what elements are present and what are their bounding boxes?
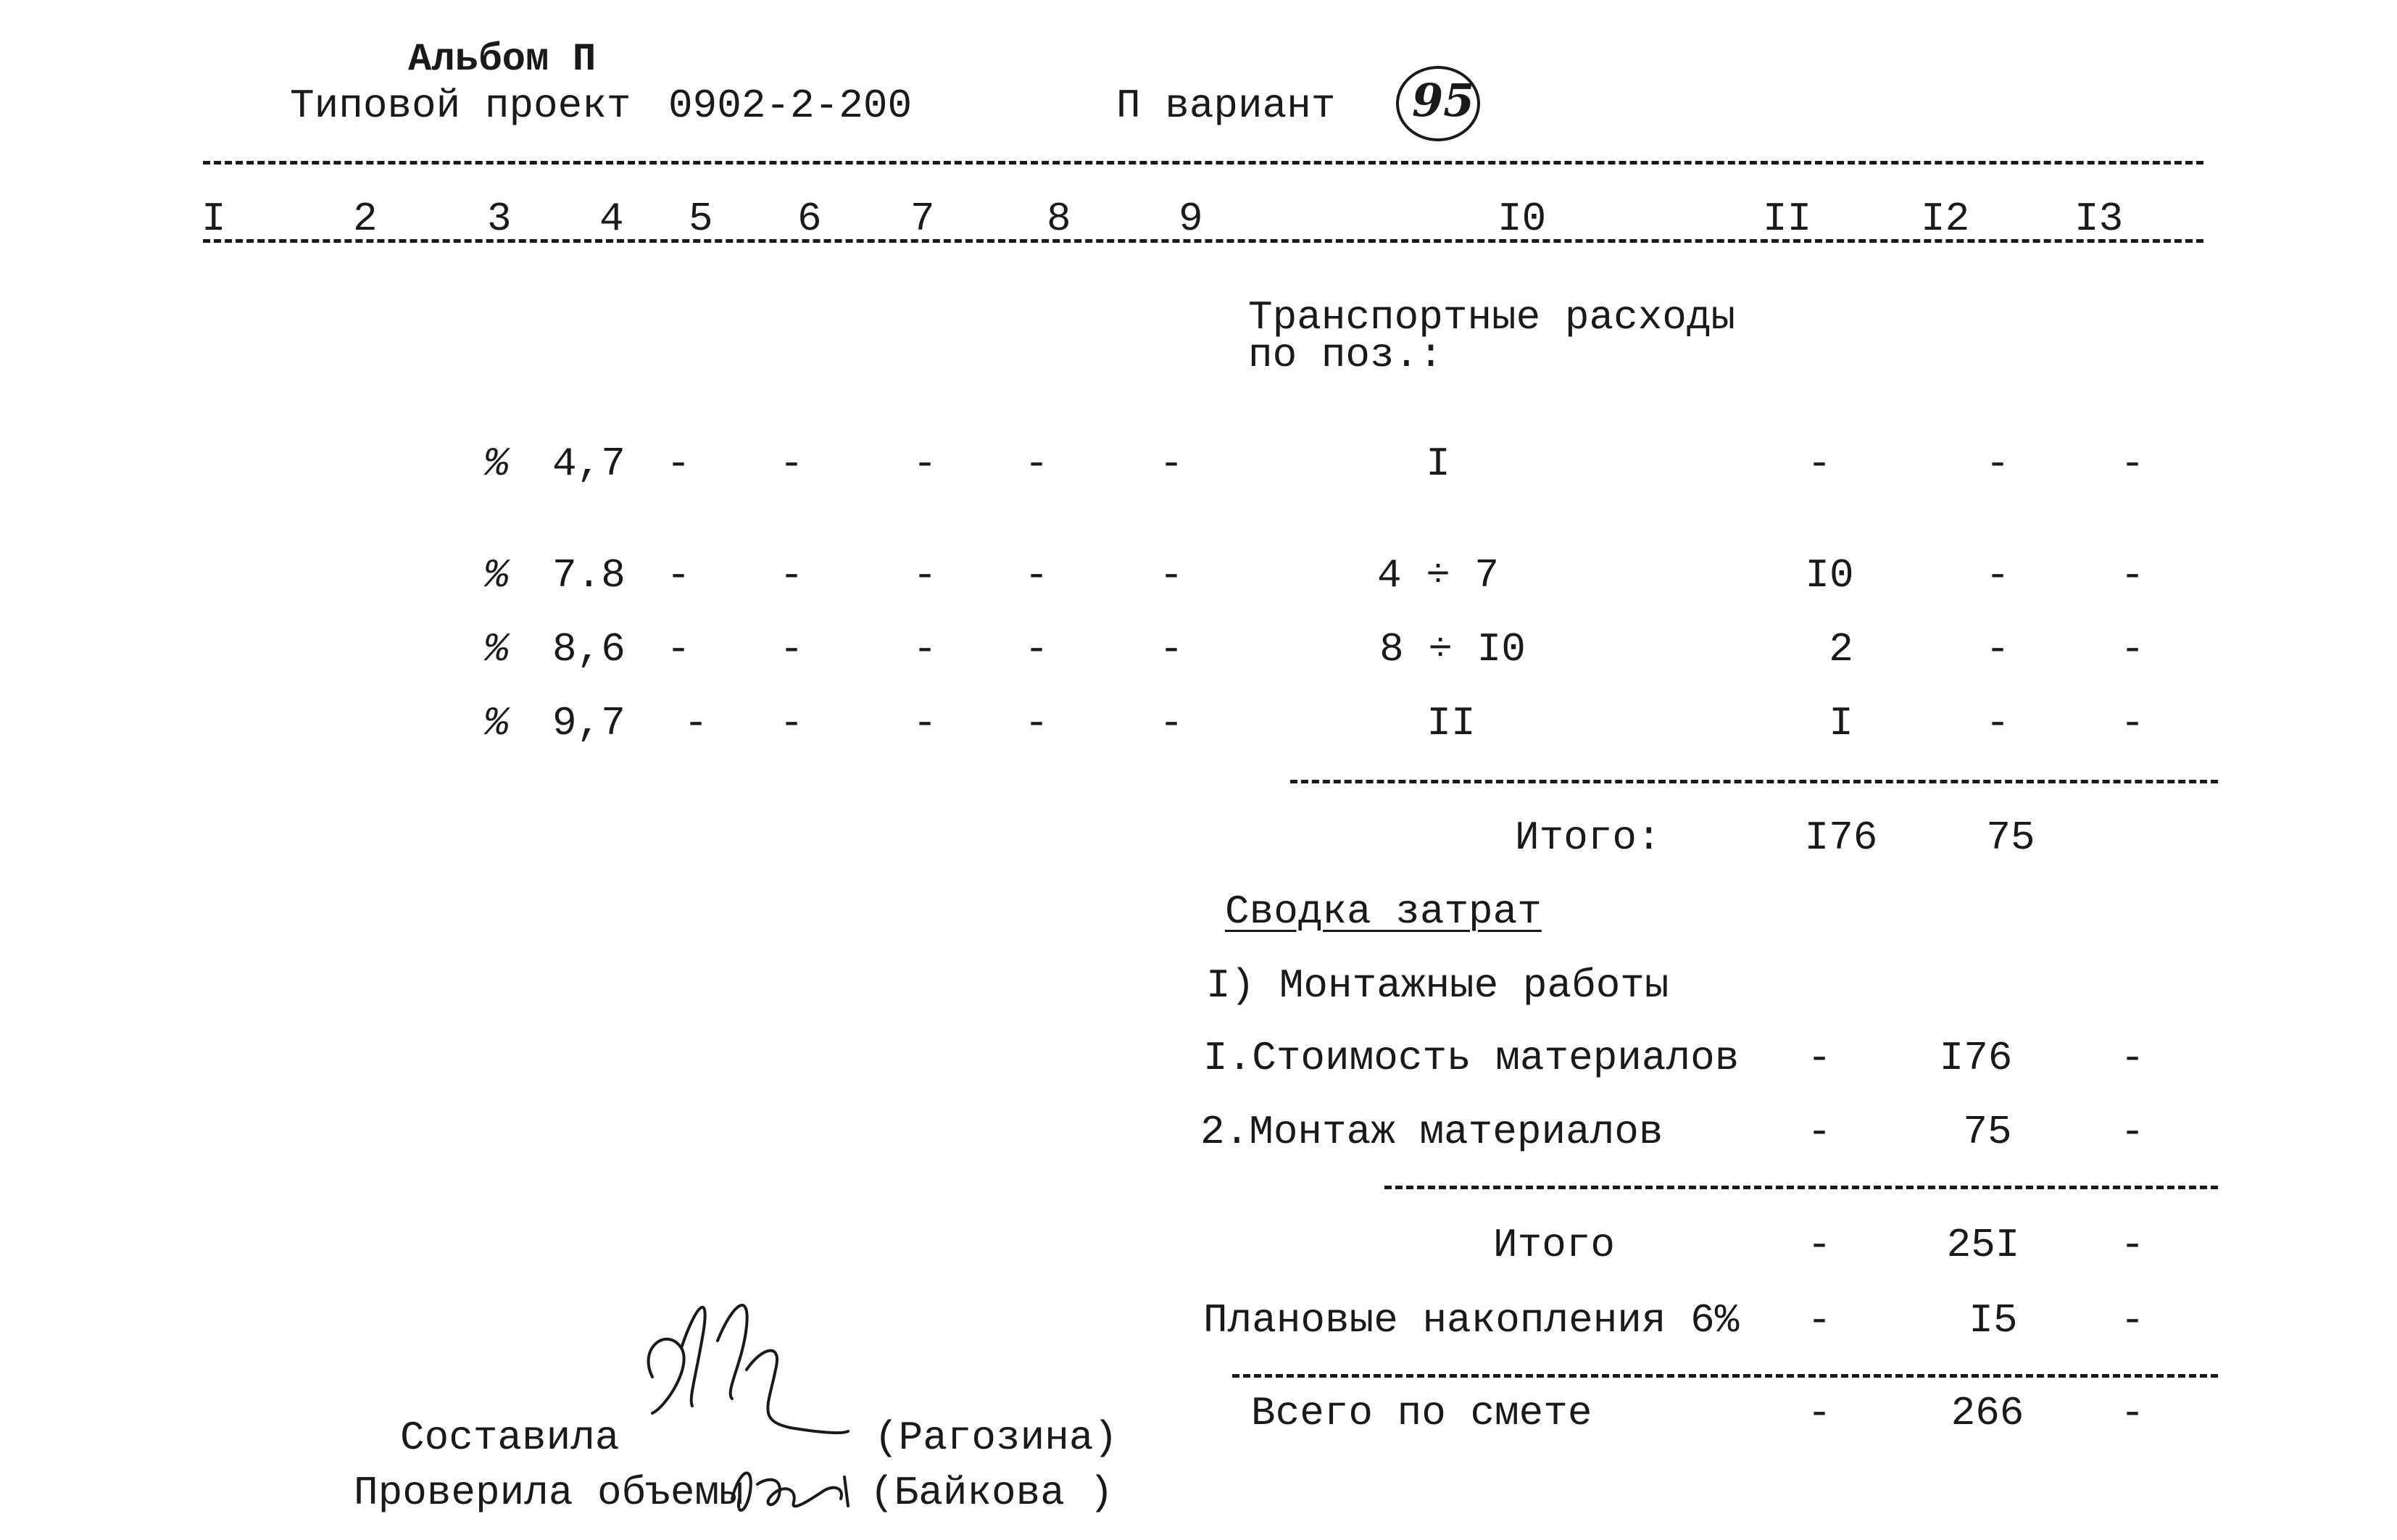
subtotal-label: Итого — [1493, 1222, 1616, 1268]
column-number-5: 5 — [689, 196, 713, 242]
dash-cell: - — [1024, 700, 1049, 746]
dash-cell: - — [684, 700, 708, 746]
header-rule — [203, 161, 2203, 165]
variant-label: П вариант — [1116, 83, 1336, 129]
dash-cell: - — [666, 552, 691, 599]
summary-item-col11: - — [1807, 1035, 1832, 1081]
dash-cell: - — [779, 552, 804, 599]
page-stamp-number: 95 — [1412, 74, 1475, 127]
dash-cell: - — [1159, 552, 1184, 599]
dash-cell: - — [913, 626, 937, 673]
position-range: I — [1426, 441, 1450, 487]
summary-section: I) Монтажные работы — [1206, 962, 1669, 1009]
checked-signature — [718, 1455, 877, 1520]
percent-sign: % — [484, 700, 509, 746]
dash-cell: - — [779, 700, 804, 746]
col13-value: - — [2120, 700, 2145, 746]
col12-value: - — [1985, 626, 2010, 673]
column-number-11: II — [1763, 196, 1812, 242]
compiled-signature — [623, 1261, 855, 1449]
transport-total-col12: 75 — [1986, 815, 2035, 861]
dash-cell: - — [1024, 626, 1049, 673]
summary-item-col13: - — [2120, 1035, 2145, 1081]
planned-savings-col13: - — [2120, 1297, 2145, 1344]
dash-cell: - — [1024, 552, 1049, 599]
dash-cell: - — [779, 626, 804, 673]
summary-item-col11: - — [1807, 1109, 1832, 1155]
grand-total-col11: - — [1807, 1390, 1832, 1436]
column-number-13: I3 — [2074, 196, 2124, 242]
dash-cell: - — [913, 700, 937, 746]
column-number-7: 7 — [910, 196, 935, 242]
compiled-by-name: (Рагозина) — [874, 1415, 1118, 1461]
position-range: 4 ÷ 7 — [1376, 552, 1500, 599]
grand-total-rule — [1232, 1374, 2218, 1378]
percent-value: 9,7 — [552, 700, 626, 746]
grand-total-col13: - — [2120, 1390, 2145, 1436]
dash-cell: - — [1024, 441, 1049, 487]
dash-cell: - — [666, 441, 691, 487]
column-number-6: 6 — [797, 196, 822, 242]
summary-item-col13: - — [2120, 1109, 2145, 1155]
dash-cell: - — [1159, 700, 1184, 746]
dash-cell: - — [779, 441, 804, 487]
col13-value: - — [2120, 626, 2145, 673]
column-number-1: I — [202, 196, 226, 242]
percent-sign: % — [484, 552, 509, 599]
transport-total-col11: I76 — [1804, 815, 1878, 861]
col11-value: - — [1807, 441, 1832, 487]
percent-sign: % — [484, 441, 509, 487]
col13-value: - — [2120, 441, 2145, 487]
album-title: Альбом П — [408, 38, 597, 82]
grand-total-col12: 266 — [1951, 1390, 2024, 1436]
column-number-3: 3 — [487, 196, 512, 242]
subtotal-col11: - — [1807, 1222, 1832, 1268]
transport-total-rule — [1290, 780, 2218, 783]
percent-value: 4,7 — [552, 441, 626, 487]
transport-total-label: Итого: — [1515, 815, 1661, 861]
position-range: 8 ÷ I0 — [1379, 626, 1526, 673]
col12-value: - — [1985, 441, 2010, 487]
column-number-2: 2 — [353, 196, 378, 242]
position-range: II — [1426, 700, 1476, 746]
column-number-8: 8 — [1047, 196, 1071, 242]
col12-value: - — [1985, 552, 2010, 599]
col11-value: I0 — [1805, 552, 1854, 599]
summary-item-col12: I76 — [1939, 1035, 2013, 1081]
summary-subtotal-rule — [1384, 1186, 2218, 1189]
checked-by-label: Проверила объемы — [354, 1470, 744, 1516]
dash-cell: - — [1159, 626, 1184, 673]
col11-value: I — [1829, 700, 1853, 746]
subtotal-col13: - — [2120, 1222, 2145, 1268]
summary-item-label: I.Стоимость материалов — [1203, 1035, 1740, 1081]
transport-title-line2: по поз.: — [1248, 332, 1443, 378]
col11-value: 2 — [1829, 626, 1853, 673]
dash-cell: - — [913, 441, 937, 487]
subtotal-col12: 25I — [1946, 1222, 2020, 1268]
summary-item-label: 2.Монтаж материалов — [1200, 1109, 1663, 1155]
planned-savings-col12: I5 — [1969, 1297, 2018, 1344]
dash-cell: - — [913, 552, 937, 599]
planned-savings-col11: - — [1807, 1297, 1832, 1344]
col13-value: - — [2120, 552, 2145, 599]
percent-value: 8,6 — [552, 626, 626, 673]
summary-heading: Сводка затрат — [1225, 888, 1542, 935]
project-label: Типовой проект — [290, 83, 631, 129]
project-number: 0902-2-200 — [668, 83, 913, 129]
transport-title-line1: Транспортные расходы — [1248, 294, 1736, 341]
col12-value: - — [1985, 700, 2010, 746]
dash-cell: - — [666, 626, 691, 673]
compiled-by-label: Составила — [400, 1415, 620, 1461]
percent-sign: % — [484, 626, 509, 673]
grand-total-label: Всего по смете — [1251, 1390, 1592, 1436]
percent-value: 7.8 — [552, 552, 626, 599]
summary-item-col12: 75 — [1963, 1109, 2012, 1155]
column-number-rule — [203, 239, 2203, 243]
column-number-4: 4 — [599, 196, 624, 242]
column-number-9: 9 — [1179, 196, 1203, 242]
planned-savings-label: Плановые накопления 6% — [1203, 1297, 1740, 1344]
dash-cell: - — [1159, 441, 1184, 487]
column-number-10: I0 — [1497, 196, 1547, 242]
column-number-12: I2 — [1921, 196, 1970, 242]
page-stamp — [1390, 62, 1484, 145]
checked-by-name: (Байкова ) — [870, 1470, 1114, 1516]
